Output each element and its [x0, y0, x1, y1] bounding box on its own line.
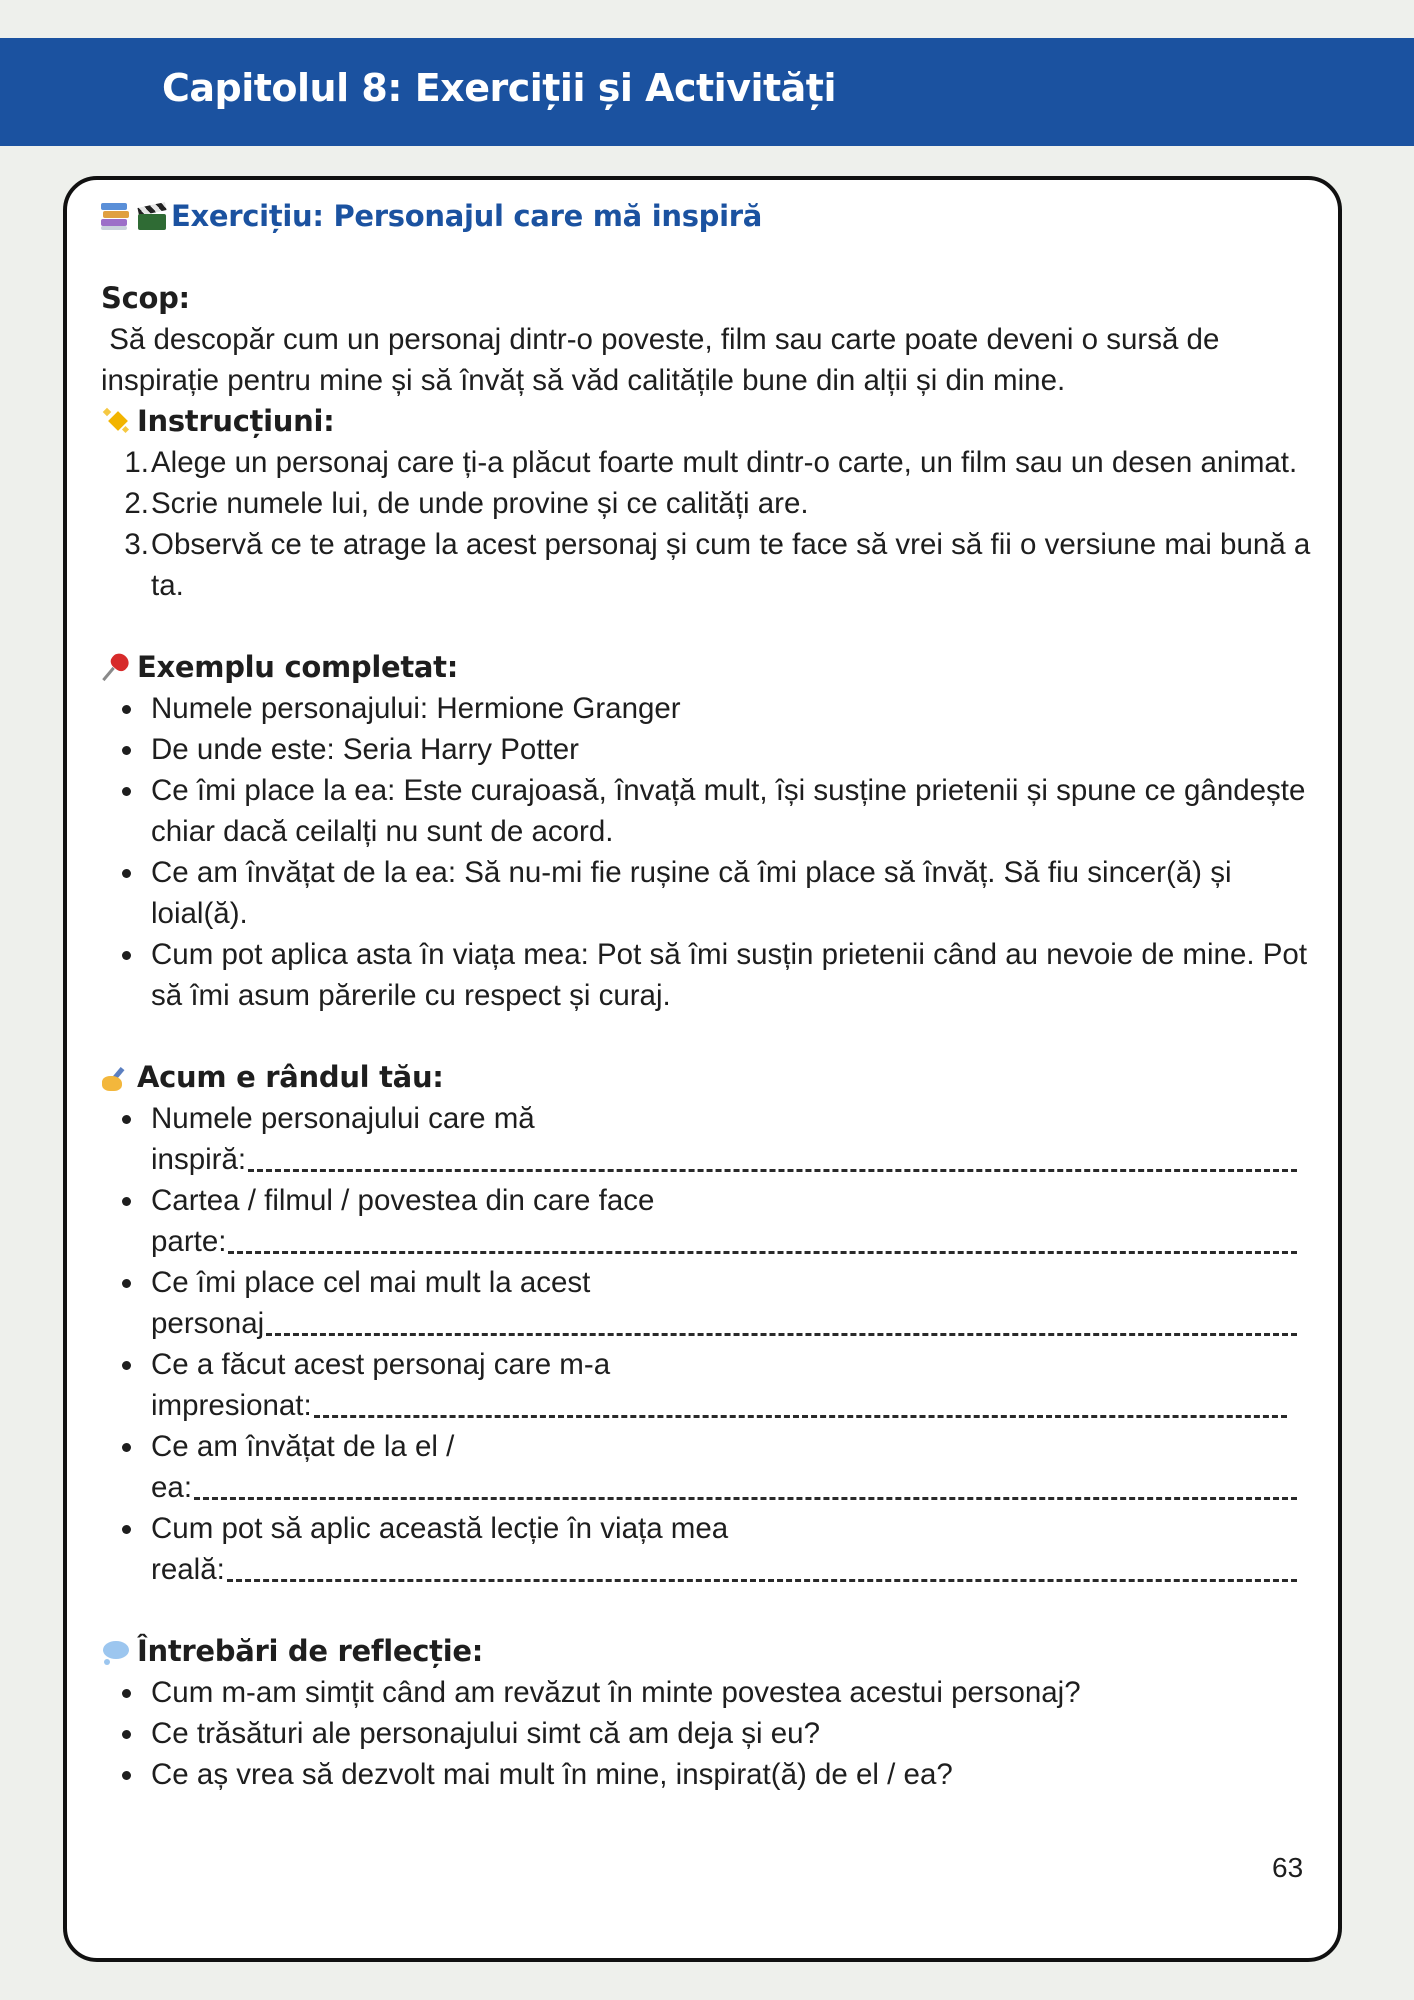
pushpin-icon: [101, 654, 133, 682]
example-heading-row: [101, 647, 1311, 688]
list-item: 2. Scrie numele lui, de unde provine și ce calități are.: [124, 487, 809, 520]
list-item: Cum pot aplica asta în viața mea: Pot să îmi susțin prietenii când au nevoie de mine. Pot să îmi asum părerile cu respect și curaj.: [101, 934, 1311, 1016]
answer-blank[interactable]: [227, 1549, 1297, 1582]
list-item: Cum m-am simțit când am revăzut în minte povestea acestui personaj?: [101, 1672, 1311, 1713]
reflection-list: [101, 1672, 1311, 1795]
list-item: Ce aș vrea să dezvolt mai mult în mine, inspirat(ă) de el / ea?: [101, 1754, 1311, 1795]
instructions-heading-row: [101, 401, 1311, 442]
list-item: Ce îmi place cel mai mult la acest personaj: [101, 1262, 1311, 1344]
list-item: Cum pot să aplic această lecție în viața mea reală:: [101, 1508, 1311, 1590]
your-turn-list: [101, 1098, 1311, 1590]
list-item: Ce îmi place la ea: Este curajoasă, învață mult, își susține prietenii și spune ce gândește chiar dacă ceilalți nu sunt de acord.: [101, 770, 1311, 852]
example-heading: Exemplu completat:: [137, 650, 459, 684]
scope-text: Să descopăr cum un personaj dintr-o poveste, film sau carte poate deveni o sursă de inspirație pentru mine și să învăț să văd calitățile bune din alții și din mine.: [101, 323, 1228, 397]
writing-hand-icon: [101, 1064, 133, 1092]
reflection-heading: Întrebări de reflecție:: [137, 1634, 484, 1668]
instructions-heading: Instrucțiuni:: [137, 404, 335, 438]
page-number: 63: [1272, 1852, 1304, 1883]
list-item: Ce a făcut acest personaj care m-a impresionat:: [101, 1344, 1311, 1426]
sparkles-icon: [101, 408, 133, 436]
list-item: 1. Alege un personaj care ți-a plăcut foarte mult dintr-o carte, un film sau un desen animat.: [124, 446, 1298, 479]
exercise-title: Exercițiu: Personajul care mă inspiră: [171, 199, 763, 233]
your-turn-heading-row: [101, 1057, 1311, 1098]
example-list: [101, 688, 1311, 1016]
exercise-content: [101, 196, 1311, 1795]
list-item: De unde este: Seria Harry Potter: [101, 729, 1311, 770]
exercise-title-row: [101, 196, 1311, 237]
chapter-title: Capitolul 8: Exerciții și Activități: [162, 66, 836, 110]
instructions-list: [101, 442, 1311, 606]
list-item: Numele personajului care mă inspiră:: [101, 1098, 1311, 1180]
answer-blank[interactable]: [228, 1221, 1297, 1254]
chapter-header: [0, 38, 1414, 146]
scope-heading: Scop:: [101, 281, 190, 315]
answer-blank[interactable]: [248, 1139, 1297, 1172]
books-icon: [101, 203, 133, 231]
your-turn-heading: Acum e rândul tău:: [137, 1060, 444, 1094]
answer-blank[interactable]: [314, 1385, 1287, 1418]
exercise-card: [63, 176, 1342, 1962]
list-item: Ce am învățat de la el / ea:: [101, 1426, 1311, 1508]
list-item: Ce am învățat de la ea: Să nu-mi fie rușine că îmi place să învăț. Să fiu sincer(ă) și loial(ă).: [101, 852, 1311, 934]
reflection-heading-row: [101, 1631, 1311, 1672]
list-item: Numele personajului: Hermione Granger: [101, 688, 1311, 729]
list-item: Cartea / filmul / povestea din care face parte:: [101, 1180, 1311, 1262]
list-item: Ce trăsături ale personajului simt că am deja și eu?: [101, 1713, 1311, 1754]
answer-blank[interactable]: [266, 1303, 1297, 1336]
answer-blank[interactable]: [194, 1467, 1297, 1500]
thought-bubble-icon: [101, 1638, 133, 1666]
list-item: 3. Observă ce te atrage la acest personaj și cum te face să vrei să fii o versiune mai bună a ta.: [124, 528, 1311, 602]
clapperboard-icon: [137, 203, 167, 231]
